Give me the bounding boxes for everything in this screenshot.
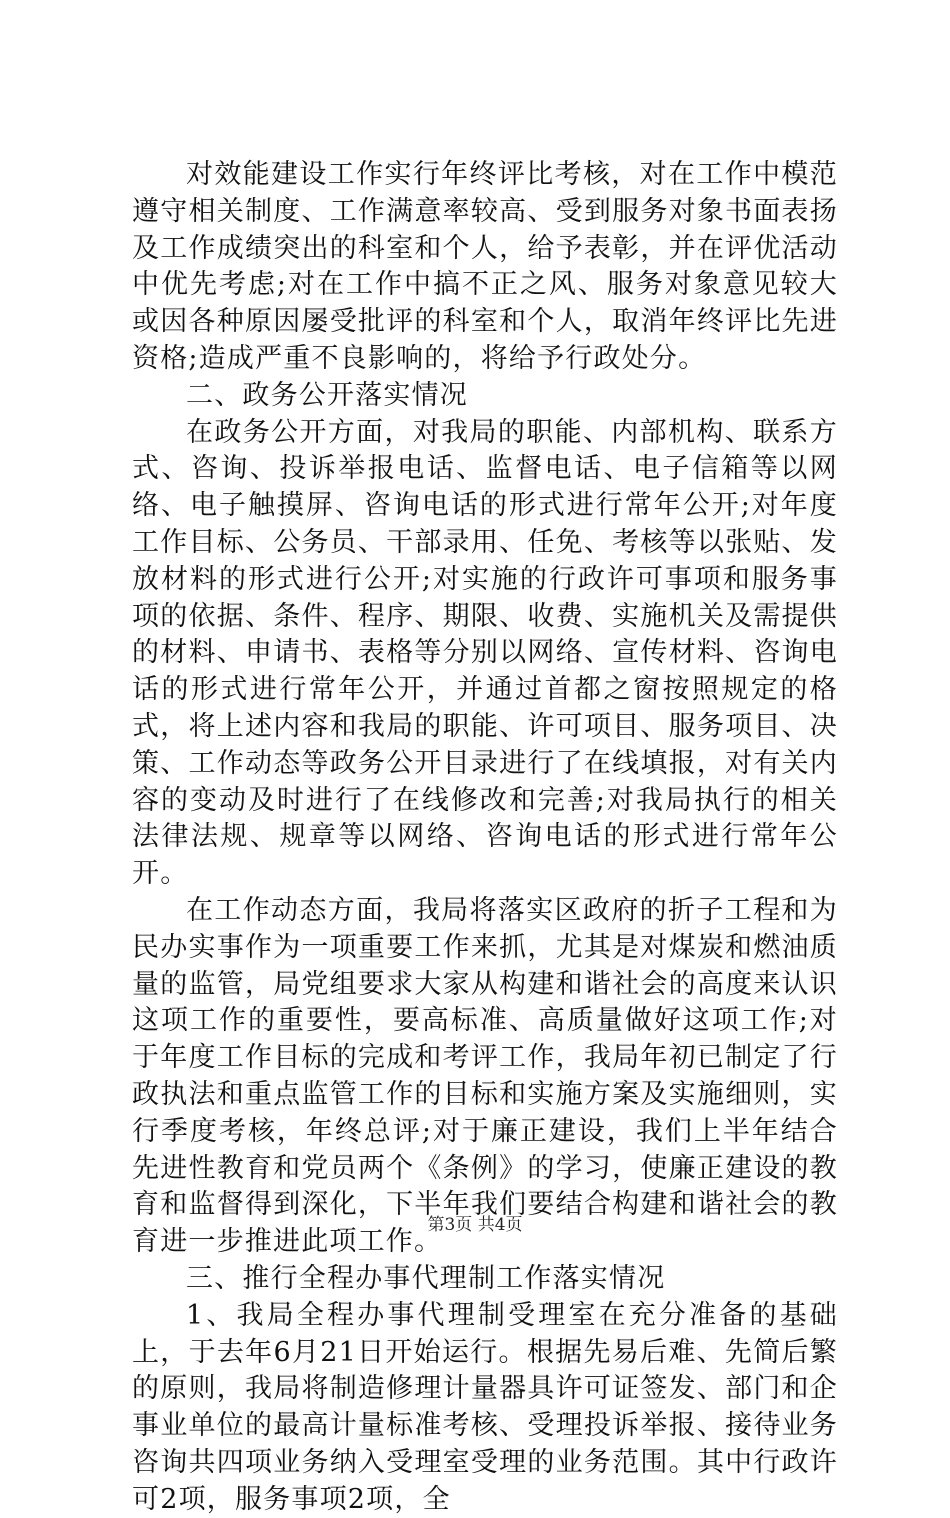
page-number-footer: 第3页 共4页 bbox=[427, 1215, 523, 1235]
section-heading-government-affairs: 二、政务公开落实情况 bbox=[186, 379, 468, 411]
paragraph-evaluation: 对效能建设工作实行年终评比考核，对在工作中模范遵守相关制度、工作满意率较高、受到服务对象书面表扬及工作成绩突出的科室和个人，给予表彰，并在评优活动中优先考虑;对在工作中搞不正之风、服务对象意见较大或因各种原因屡受批评的科室和个人，取消年终评比先进资格;造成严重不良影响的，将给予行政处分。 bbox=[132, 159, 838, 374]
paragraph-agency-room: 1、我局全程办事代理制受理室在充分准备的基础上，于去年6月21日开始运行。根据先易后难、先简后繁的原则，我局将制造修理计量器具许可证签发、部门和企事业单位的最高计量标准考核、受理投诉举报、接待业务咨询共四项业务纳入受理室受理的业务范围。其中行政许可2项，服务事项2项，全 bbox=[132, 1299, 838, 1515]
section-heading-agency-system: 三、推行全程办事代理制工作落实情况 bbox=[186, 1262, 666, 1294]
paragraph-government-affairs: 在政务公开方面，对我局的职能、内部机构、联系方式、咨询、投诉举报电话、监督电话、电子信箱等以网络、电子触摸屏、咨询电话的形式进行常年公开;对年度工作目标、公务员、干部录用、任免、考核等以张贴、发放材料的形式进行公开;对实施的行政许可事项和服务事项的依据、条件、程序、期限、收费、实施机关及需提供的材料、申请书、表格等分别以网络、宣传材料、咨询电话的形式进行常年公开，并通过首都之窗按照规定的格式，将上述内容和我局的职能、许可项目、服务项目、决策、工作动态等政务公开目录进行了在线填报，对有关内容的变动及时进行了在线修改和完善;对我局执行的相关法律法规、规章等以网络、咨询电话的形式进行常年公开。 bbox=[132, 416, 838, 890]
document-body bbox=[132, 157, 838, 1518]
paragraph-work-dynamics: 在工作动态方面，我局将落实区政府的折子工程和为民办实事作为一项重要工作来抓，尤其是对煤炭和燃油质量的监管，局党组要求大家从构建和谐社会的高度来认识这项工作的重要性，要高标准、高质量做好这项工作;对于年度工作目标的完成和考评工作，我局年初已制定了行政执法和重点监管工作的目标和实施方案及实施细则，实行季度考核，年终总评;对于廉正建设，我们上半年结合先进性教育和党员两个《条例》的学习，使廉正建设的教育和监督得到深化，下半年我们要结合构建和谐社会的教育进一步推进此项工作。 bbox=[132, 894, 838, 1258]
